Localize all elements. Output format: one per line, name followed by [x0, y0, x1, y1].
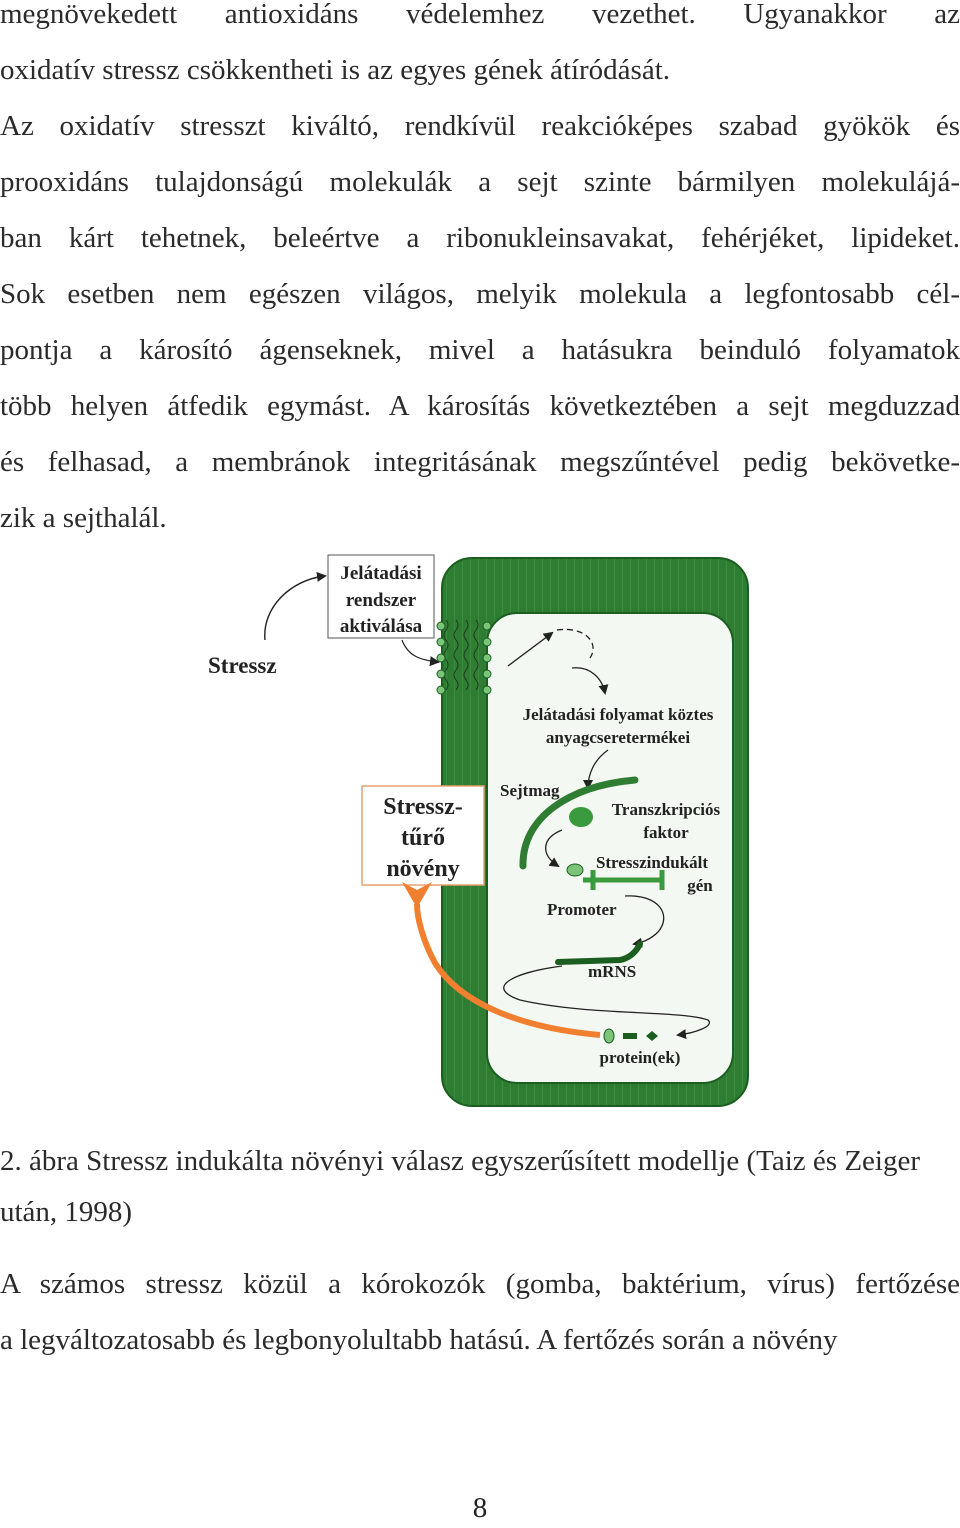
text-line: Sok esetben nem egészen világos, melyik molekula a legfontosabb cél- — [0, 278, 960, 310]
intermediates-label: anyagcseretermékei — [545, 728, 691, 747]
text-line: zik a sejthalál. — [0, 502, 167, 534]
gene-label: Stresszindukált — [595, 853, 709, 872]
page-number: 8 — [472, 1492, 488, 1524]
gene-label: gén — [687, 876, 713, 895]
protein-label: protein(ek) — [599, 1048, 681, 1067]
activation-arrow — [402, 640, 438, 662]
text-line: és felhasad, a membránok integritásának megszűntével pedig bekövetke- — [0, 446, 960, 478]
tolerant-plant-line: Stressz- — [383, 794, 463, 820]
paragraph-top — [0, 0, 960, 546]
transcription-factor-shape — [569, 807, 593, 827]
signal-box-line: Jelátadási — [340, 563, 422, 584]
transcription-factor-label: Transzkripciós — [611, 800, 721, 819]
stress-response-figure — [190, 548, 760, 1113]
text-line: ban kárt tehetnek, beleértve a ribonukleinsavakat, fehérjéket, lipideket. — [0, 222, 960, 254]
tolerant-plant-line: növény — [386, 856, 460, 882]
stress-label: Stressz — [208, 653, 277, 678]
promoter-label: Promoter — [547, 900, 617, 919]
caption-line: után, 1998) — [0, 1196, 133, 1228]
text-line: oxidatív stressz csökkentheti is az egyes gének átíródását. — [0, 54, 671, 86]
text-line: több helyen átfedik egymást. A károsítás következtében a sejt megduzzad — [0, 390, 960, 422]
transcription-factor-label: faktor — [643, 823, 689, 842]
tolerant-plant-line: tűrő — [401, 825, 445, 851]
signal-box-line: rendszer — [345, 590, 417, 611]
text-line: pontja a károsító ágenseknek, mivel a hatásukra beinduló folyamatok — [0, 334, 960, 366]
mrna-label: mRNS — [588, 962, 637, 981]
signal-box-line: aktiválása — [339, 616, 423, 637]
nucleus-label: Sejtmag — [500, 781, 560, 800]
caption-line: 2. ábra Stressz indukálta növényi válasz egyszerűsített modellje (Taiz és Zeiger — [0, 1145, 920, 1177]
paragraph-bottom — [0, 1256, 960, 1368]
intermediates-label: Jelátadási folyamat köztes — [522, 705, 714, 724]
text-line: prooxidáns tulajdonságú molekulák a sejt szinte bármilyen molekulájá- — [0, 166, 960, 198]
text-line: Az oxidatív stresszt kiváltó, rendkívül reakcióképes szabad gyökök és — [0, 110, 960, 142]
text-line: A számos stressz közül a kórokozók (gomba, baktérium, vírus) fertőzése — [0, 1268, 960, 1300]
text-line: a legváltozatosabb és legbonyolultabb hatású. A fertőzés során a növény — [0, 1324, 838, 1356]
text-line: megnövekedett antioxidáns védelemhez vezethet. Ugyanakkor az — [0, 0, 960, 30]
figure-caption — [0, 1136, 960, 1238]
stress-arrow — [265, 576, 325, 640]
